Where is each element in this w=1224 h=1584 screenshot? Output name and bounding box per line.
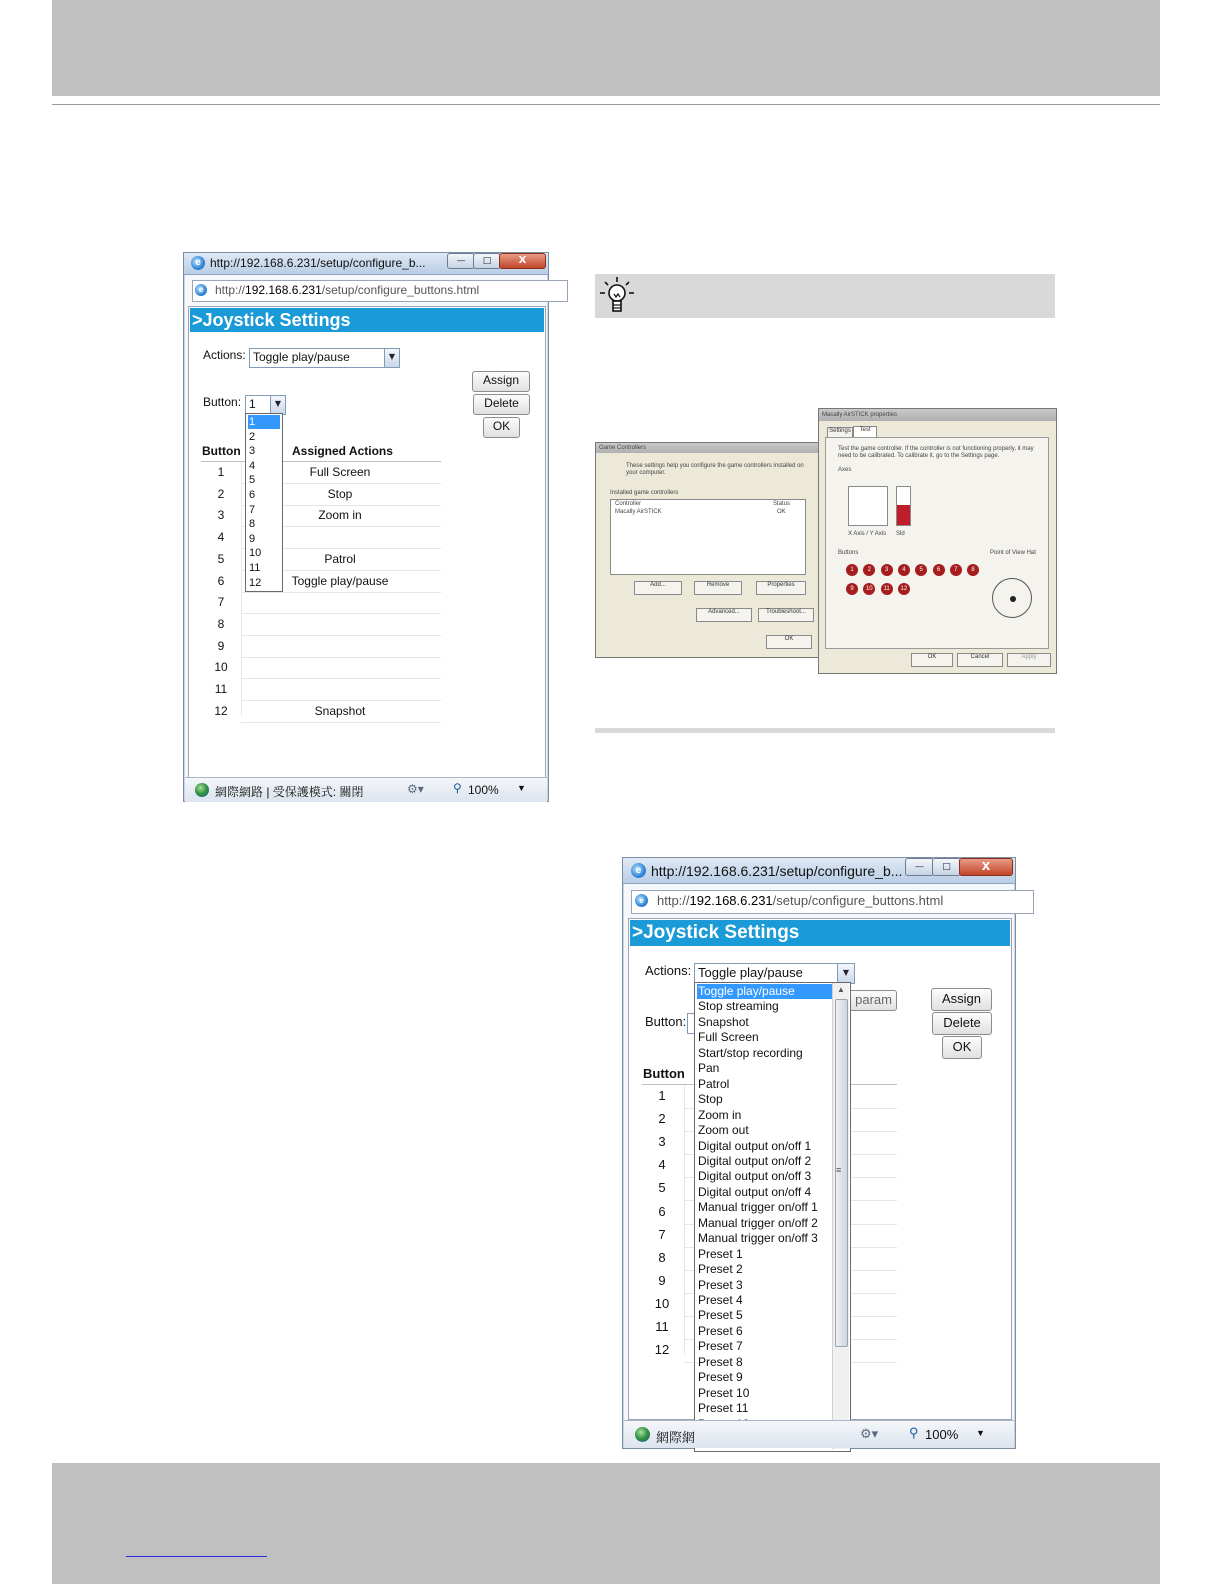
security-icon[interactable]: ⚙▾ [407,782,424,796]
chevron-down-icon[interactable]: ▼ [837,964,854,983]
section-separator [595,728,1055,733]
actions-label: Actions: [203,348,246,362]
table-row-button: 8 [658,1249,666,1265]
dropdown-option[interactable]: Preset 11 [698,1401,749,1416]
front-cancel-button[interactable]: Cancel [957,653,1003,667]
col-status: Status [773,501,791,507]
address-path: /setup/configure_buttons.html [321,283,480,297]
table-row-action: Zoom in [318,508,362,523]
table-row-rule [241,613,441,614]
dropdown-option[interactable]: Preset 2 [698,1262,743,1277]
address-bar[interactable] [631,890,1034,914]
minimize-button[interactable]: — [447,253,475,269]
table-row-button: 10 [654,1295,670,1311]
page-title: >Joystick Settings [190,308,544,332]
dropdown-option[interactable]: 4 [249,459,256,472]
window-title: http://192.168.6.231/setup/configure_b... [651,863,903,879]
slider-fill [897,505,910,525]
button-label: Button: [645,1014,687,1029]
minimize-button[interactable]: — [905,858,934,876]
slider-label: Sld [896,531,905,537]
add-button[interactable]: Add... [634,581,682,595]
button-select[interactable] [245,395,286,415]
slider-box [896,486,911,526]
internet-zone-icon [635,1427,650,1442]
table-row-rule [241,722,441,723]
controller-properties-dialog [818,408,1057,674]
table-row-button: 12 [214,703,228,718]
table-row-action: Patrol [324,551,356,566]
dropdown-option[interactable]: Start/stop recording [698,1045,803,1060]
zoom-chevron-icon[interactable]: ▼ [517,783,526,793]
address-prefix: http:// [215,283,246,297]
axes-label: Axes [838,467,852,473]
status-bar [185,777,547,802]
controller-button-indicator: 3 [881,564,893,576]
address-path: /setup/configure_buttons.html [772,893,944,908]
controller-button-indicator: 4 [898,564,910,576]
dialog-title-bar: Game Controllers [596,443,822,453]
scroll-grip-icon: ≡ [836,1165,842,1175]
dropdown-option[interactable]: Preset 7 [698,1339,743,1354]
table-row-rule [241,700,441,701]
xy-axis-box [848,486,888,526]
close-button[interactable]: X [959,858,1013,876]
controller-button-indicator: 7 [950,564,962,576]
dropdown-option[interactable]: 6 [249,489,256,501]
table-row-button: 5 [217,551,225,566]
param-button[interactable]: param [847,990,897,1011]
dropdown-option[interactable]: 10 [249,547,262,560]
dropdown-option[interactable]: Preset 6 [698,1323,743,1338]
dropdown-scrollbar[interactable] [832,983,849,1449]
header-band [52,0,1160,96]
dropdown-option[interactable]: 8 [249,518,256,531]
table-row-button: 3 [658,1134,666,1150]
page-icon: e [195,284,207,296]
ok-button[interactable]: OK [483,417,520,438]
pov-dot [1010,596,1016,602]
controller-list[interactable] [610,499,806,575]
table-row-button: 7 [658,1226,666,1242]
dropdown-option[interactable]: Digital output on/off 3 [698,1169,812,1184]
address-bar[interactable] [192,280,568,302]
dropdown-option[interactable]: Zoom out [698,1123,749,1138]
table-row-action: Snapshot [314,703,366,718]
dropdown-option[interactable]: Preset 5 [698,1308,743,1323]
address-host: 192.168.6.231 [245,283,322,297]
window-title: http://192.168.6.231/setup/configure_b... [210,256,426,270]
zoom-icon: ⚲ [453,781,462,795]
assign-button[interactable]: Assign [931,988,992,1011]
table-row-button: 11 [655,1319,669,1334]
buttons-label: Buttons [838,550,859,556]
close-button[interactable]: X [499,253,546,269]
dropdown-option[interactable]: Stop streaming [698,999,779,1014]
table-header-button: Button [202,444,241,458]
row-controller: Macally AirSTICK [615,509,662,515]
table-row-button: 4 [658,1157,666,1173]
dropdown-option[interactable]: Preset 8 [698,1354,743,1369]
status-text: 網際網路 | 受保護模式: 關閉 [215,785,364,799]
table-row-button: 9 [217,638,225,653]
address-prefix: http:// [657,893,690,908]
dropdown-option[interactable]: Digital output on/off 4 [698,1184,812,1199]
table-row-action: Stop [327,486,353,501]
xy-label: X Axis / Y Axis [848,531,887,537]
table-row-button: 7 [217,595,225,610]
dropdown-option[interactable]: Zoom in [698,1107,742,1122]
dropdown-option[interactable]: Digital output on/off 2 [698,1153,812,1168]
dropdown-option[interactable]: 11 [249,562,261,574]
zoom-chevron-icon[interactable]: ▼ [976,1428,985,1438]
test-panel [825,437,1049,649]
table-row-rule [241,678,441,679]
maximize-button[interactable]: □ [932,858,961,876]
internet-zone-icon [195,783,209,797]
row-status: OK [777,509,786,515]
controller-button-indicator: 5 [915,564,927,576]
table-row-button: 2 [658,1111,666,1127]
controller-button-indicator: 8 [967,564,979,576]
table-header-button: Button [643,1066,685,1081]
chevron-down-icon[interactable]: ▼ [270,396,285,414]
maximize-button[interactable]: □ [473,253,501,269]
back-ok-button[interactable]: OK [766,635,812,649]
dropdown-option[interactable]: Preset 10 [698,1385,750,1400]
dropdown-option[interactable]: 3 [249,445,256,458]
table-row-button: 9 [658,1272,666,1288]
controller-button-indicator: 9 [846,583,858,595]
table-row-button: 5 [658,1180,666,1196]
table-row-action: Toggle play/pause [291,573,389,588]
table-row-button: 2 [217,486,225,501]
delete-button[interactable]: Delete [473,394,530,415]
game-controller-screenshot [595,408,1055,672]
dropdown-option[interactable]: Digital output on/off 1 [698,1138,812,1153]
help-text: These settings help you configure the game controllers installed on your computer. [626,463,804,476]
content-pane [628,918,1012,1420]
dropdown-option[interactable]: Preset 4 [698,1293,743,1307]
controller-button-indicator: 11 [881,583,893,595]
button-label: Button: [203,395,242,409]
dropdown-option[interactable]: Preset 9 [698,1370,743,1385]
tip-bar [595,274,1055,318]
title-bar[interactable] [184,253,548,275]
dropdown-option[interactable]: Full Screen [698,1030,759,1045]
browser-window-2 [622,857,1016,1449]
assign-button[interactable]: Assign [472,371,530,392]
dropdown-option[interactable]: 12 [249,576,262,589]
dropdown-option[interactable]: Toggle play/pause [697,984,833,999]
controller-button-indicator: 6 [933,564,945,576]
dropdown-option[interactable]: Patrol [698,1076,730,1091]
table-row-button: 11 [214,682,228,696]
button-select-value: 1 [249,397,256,411]
front-ok-button[interactable]: OK [911,653,953,667]
dropdown-option[interactable]: 2 [249,430,256,443]
table-row-rule [241,635,441,636]
tab-test[interactable]: Test [853,426,877,439]
delete-button[interactable]: Delete [932,1012,992,1035]
table-row-button: 3 [217,508,225,523]
zoom-level[interactable]: 100% [468,783,499,797]
lightbulb-icon [597,274,637,318]
dropdown-option[interactable]: 5 [249,474,256,487]
test-help: Test the game controller. If the controller is not functioning properly, it may need to be calibrated. To calibrate it, go to the Settings page. [838,446,1034,459]
dropdown-option[interactable]: 9 [249,532,256,545]
button-dropdown-list[interactable] [245,413,283,592]
dropdown-option[interactable]: Manual trigger on/off 2 [698,1215,818,1230]
dropdown-option[interactable]: Preset 1 [698,1246,743,1261]
browser-window-1 [183,252,549,802]
header-rule [52,104,1160,105]
table-row-button: 8 [217,616,225,631]
tab-settings[interactable]: Settings [827,427,853,439]
actions-select[interactable] [694,963,855,984]
table-row-button: 12 [654,1342,670,1358]
actions-select-value: Toggle play/pause [698,965,803,980]
actions-label: Actions: [645,963,692,978]
installed-label: Installed game controllers [610,490,679,496]
chevron-down-icon[interactable]: ▼ [384,349,399,367]
dropdown-option[interactable]: Manual trigger on/off 3 [698,1231,818,1246]
table-row-button: 10 [214,660,228,675]
controller-button-indicator: 12 [898,583,910,595]
ie-icon: e [631,863,646,878]
table-row-button: 6 [217,573,225,588]
page-title: >Joystick Settings [630,920,1010,946]
dropdown-option[interactable]: Stop [698,1092,723,1107]
actions-select-value: Toggle play/pause [253,350,350,364]
zoom-level[interactable]: 100% [925,1427,959,1442]
table-row-action: Full Screen [309,465,371,479]
advanced-button[interactable]: Advanced... [696,608,752,622]
dropdown-option[interactable]: Snapshot [698,1014,749,1029]
controller-button-indicator: 1 [846,564,858,576]
scroll-up-icon[interactable]: ▲ [837,985,845,994]
ie-icon: e [191,256,205,270]
footer-band [52,1463,1160,1584]
pov-label: Point of View Hat [990,550,1036,556]
table-row-button: 1 [217,465,225,479]
col-controller: Controller [615,501,642,507]
troubleshoot-button[interactable]: Troubleshoot... [758,608,814,622]
table-row-button: 1 [658,1088,666,1103]
table-divider [684,1085,685,1355]
table-header-rule [201,461,441,462]
controller-button-indicator: 10 [863,583,875,595]
content-pane [188,306,546,778]
dropdown-option[interactable]: Manual trigger on/off 1 [698,1200,818,1215]
footer-link-underline[interactable] [126,1556,267,1557]
properties-title-bar: Macally AirSTICK properties [819,409,1056,421]
zoom-icon: ⚲ [909,1425,919,1440]
table-row-button: 4 [217,530,225,545]
page-icon: e [635,894,648,907]
actions-select[interactable] [249,348,400,368]
status-bar [624,1420,1014,1448]
properties-button[interactable]: Properties [756,581,806,595]
dropdown-option[interactable]: 1 [248,415,280,429]
dropdown-option[interactable]: Pan [698,1061,720,1076]
ok-button[interactable]: OK [942,1036,982,1059]
game-controllers-dialog [595,442,823,658]
remove-button[interactable]: Remove [694,581,742,595]
controller-button-indicator: 2 [863,564,875,576]
dropdown-option[interactable]: 7 [249,503,256,516]
status-text: 網際網 [656,1430,696,1445]
actions-dropdown-list[interactable] [694,982,851,1452]
dropdown-option[interactable]: Preset 3 [698,1277,743,1292]
address-host: 192.168.6.231 [689,893,773,908]
security-icon[interactable]: ⚙▾ [860,1426,879,1441]
table-header-actions: Assigned Actions [292,444,393,458]
table-row-button: 6 [658,1203,666,1219]
pov-hat [992,578,1032,618]
front-apply-button[interactable]: Apply [1007,653,1051,667]
table-row-rule [241,657,441,658]
title-bar[interactable] [623,858,1015,884]
